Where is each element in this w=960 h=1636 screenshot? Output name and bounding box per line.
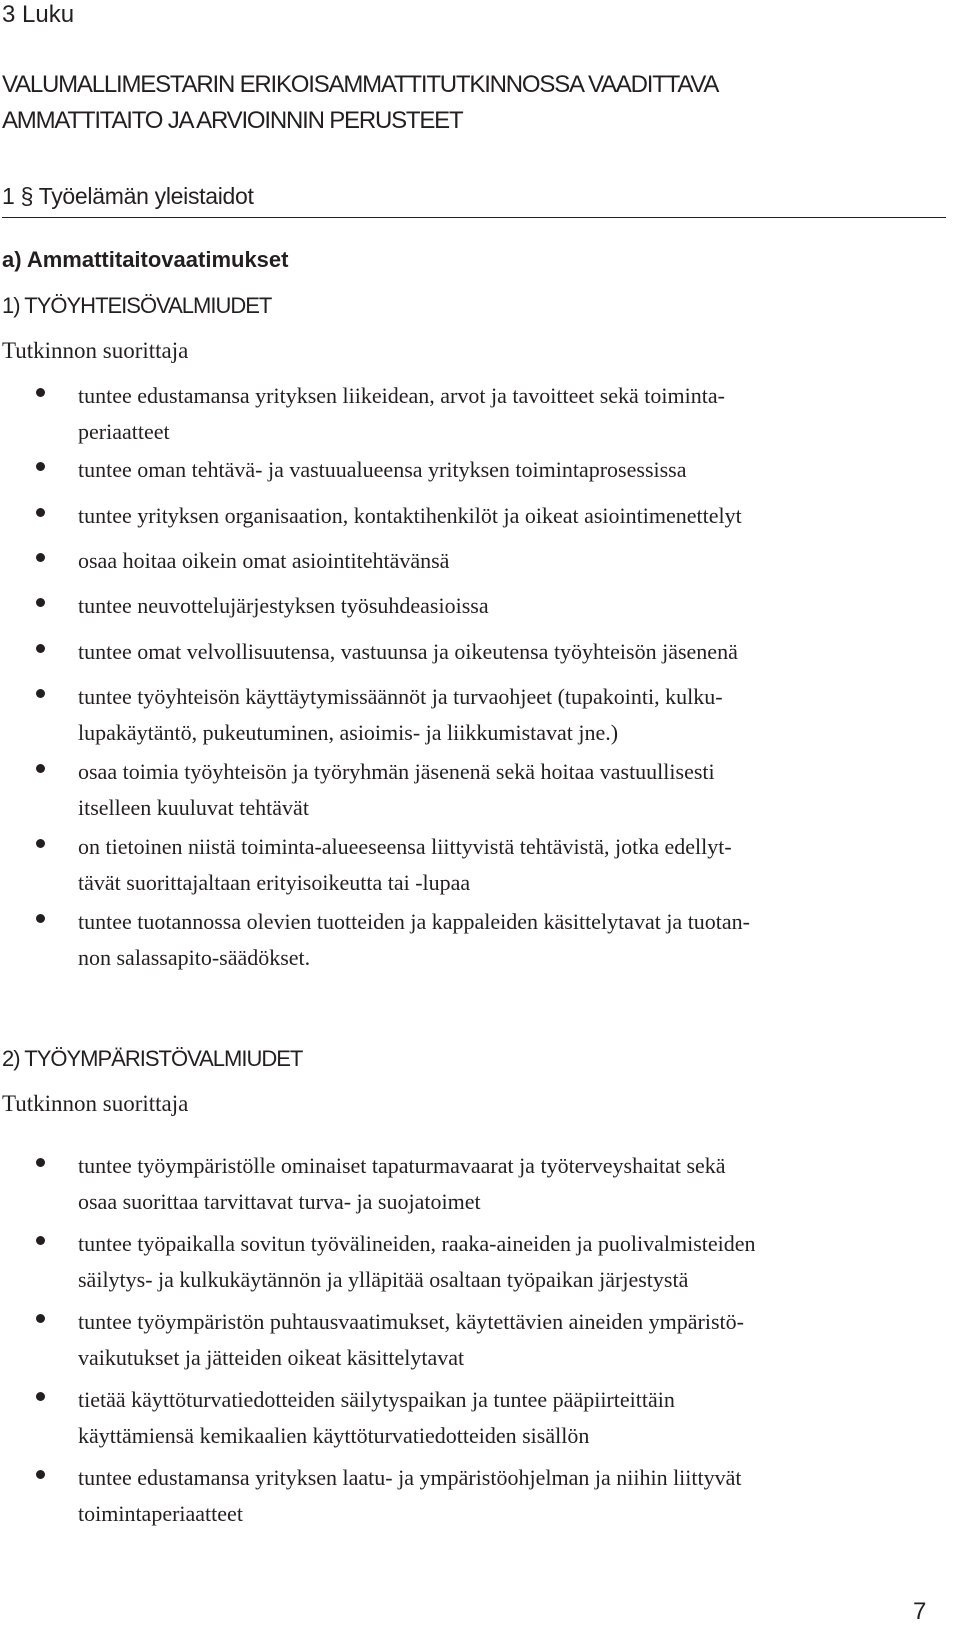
bullet-icon — [36, 508, 45, 517]
bullet-icon — [36, 644, 45, 653]
item-line: tuntee tuotannossa olevien tuotteiden ja kappaleiden käsittelytavat ja tuotan- — [78, 909, 751, 934]
item-line: tuntee työympäristön puhtausvaatimukset, käytettävien aineiden ympäristö- — [78, 1309, 744, 1334]
item-line: osaa hoitaa oikein omat asiointitehtävänsä — [78, 548, 450, 573]
item-line: non salassapito-säädökset. — [78, 945, 311, 970]
item-line: tuntee oman tehtävä- ja vastuualueensa yrityksen toimintaprosessissa — [78, 457, 687, 482]
page-number: 7 — [913, 1598, 927, 1625]
item-line: lupakäytäntö, pukeutuminen, asioimis- ja liikkumistavat jne.) — [78, 720, 619, 745]
group-heading-work-environment: 2) TYÖYMPÄRISTÖVALMIUDET — [2, 1046, 303, 1071]
bullet-icon — [36, 553, 45, 562]
bullet-icon — [36, 1470, 45, 1479]
bullet-icon — [36, 1236, 45, 1245]
group-heading-work-community: 1) TYÖYHTEISÖVALMIUDET — [2, 293, 272, 318]
chapter-label: 3 Luku — [2, 1, 75, 28]
item-line: säilytys- ja kulkukäytännön ja ylläpitää osaltaan työpaikan järjestystä — [78, 1267, 689, 1292]
bullet-icon — [36, 388, 45, 397]
bullet-icon — [36, 839, 45, 848]
item-line: on tietoinen niistä toiminta-alueeseensa liittyvistä tehtävistä, jotka edellyt- — [78, 834, 732, 859]
item-line: tuntee työympäristölle ominaiset tapaturmavaarat ja työterveyshaitat sekä — [78, 1153, 726, 1178]
item-line: itselleen kuuluvat tehtävät — [78, 795, 309, 820]
bullet-icon — [36, 1158, 45, 1167]
bullet-icon — [36, 914, 45, 923]
group-subject-work-environment: Tutkinnon suorittaja — [2, 1091, 189, 1116]
group-subject-work-community: Tutkinnon suorittaja — [2, 338, 189, 363]
item-line: toimintaperiaatteet — [78, 1501, 243, 1526]
bullet-icon — [36, 764, 45, 773]
item-line: tävät suorittajaltaan erityisoikeutta tai -lupaa — [78, 870, 471, 895]
item-line: vaikutukset ja jätteiden oikeat käsittelytavat — [78, 1345, 465, 1370]
item-line: tuntee edustamansa yrityksen laatu- ja ympäristöohjelman ja niihin liittyvät — [78, 1465, 742, 1490]
item-line: tuntee työpaikalla sovitun työvälineiden, raaka-aineiden ja puolivalmisteiden — [78, 1231, 756, 1256]
item-line: tuntee edustamansa yrityksen liikeidean, arvot ja tavoitteet sekä toiminta- — [78, 383, 725, 408]
item-line: tuntee työyhteisön käyttäytymissäännöt ja turvaohjeet (tupakointi, kulku- — [78, 684, 723, 709]
item-line: periaatteet — [78, 419, 170, 444]
item-line: tietää käyttöturvatiedotteiden säilytyspaikan ja tuntee pääpiirteittäin — [78, 1387, 675, 1412]
bullet-icon — [36, 1314, 45, 1323]
item-line: osaa toimia työyhteisön ja työryhmän jäsenenä sekä hoitaa vastuullisesti — [78, 759, 715, 784]
item-line: tuntee neuvottelujärjestyksen työsuhdeasioissa — [78, 593, 489, 618]
bullet-icon — [36, 462, 45, 471]
section-heading: 1 § Työelämän yleistaidot — [2, 181, 946, 218]
document-title-line-2: AMMATTITAITO JA ARVIOINNIN PERUSTEET — [2, 107, 463, 134]
item-line: tuntee yrityksen organisaation, kontaktihenkilöt ja oikeat asiointimenettelyt — [78, 503, 742, 528]
document-title-line-1: VALUMALLIMESTARIN ERIKOISAMMATTITUTKINNOSSA VAADITTAVA — [2, 71, 719, 98]
bullet-icon — [36, 1392, 45, 1401]
bullet-icon — [36, 689, 45, 698]
item-line: tuntee omat velvollisuutensa, vastuunsa ja oikeutensa työyhteisön jäsenenä — [78, 639, 738, 664]
item-line: käyttämiensä kemikaalien käyttöturvatiedotteiden sisällön — [78, 1423, 590, 1448]
bullet-icon — [36, 598, 45, 607]
subheading: a) Ammattitaitovaatimukset — [2, 247, 289, 272]
item-line: osaa suorittaa tarvittavat turva- ja suojatoimet — [78, 1189, 481, 1214]
